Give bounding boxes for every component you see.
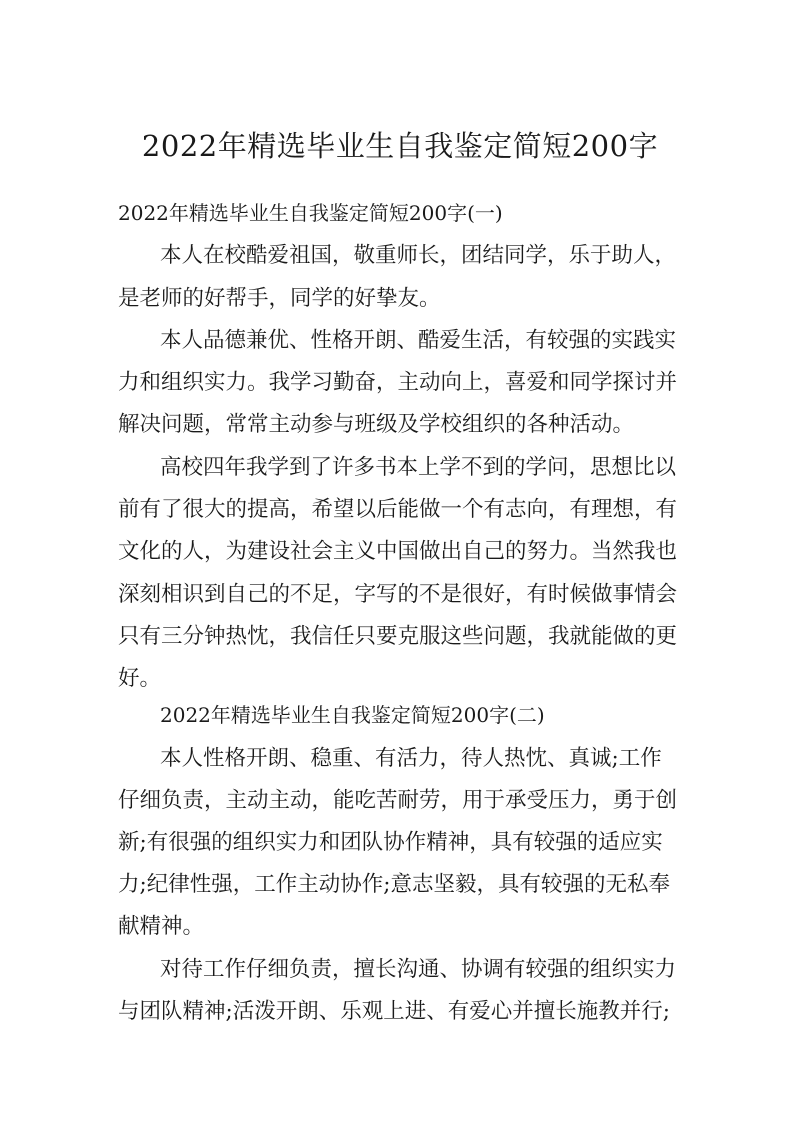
paragraph-line: 只有三分钟热忱，我信任只要克服这些问题，我就能做的更 [118,624,678,649]
section-heading-2: 2022年精选毕业生自我鉴定简短200字(二) [160,703,545,727]
paragraph-line: 前有了很大的提高，希望以后能做一个有志向，有理想，有 [118,497,678,522]
paragraph-line: 本人品德兼优、性格开朗、酷爱生活，有较强的实践实 [160,328,677,353]
paragraph-line: 本人在校酷爱祖国，敬重师长，团结同学，乐于助人， [160,243,677,268]
paragraph-line: 献精神。 [118,914,205,939]
paragraph-line: 对待工作仔细负责，擅长沟通、协调有较强的组织实力 [160,957,677,982]
paragraph-line: 力;纪律性强，工作主动协作;意志坚毅，具有较强的无私奉 [118,872,670,897]
paragraph-line: 深刻相识到自己的不足，字写的不是很好，有时候做事情会 [118,582,678,607]
paragraph-line: 新;有很强的组织实力和团队协作精神，具有较强的适应实 [118,830,663,855]
section-heading-1: 2022年精选毕业生自我鉴定简短200字(一) [118,201,503,225]
paragraph-line: 仔细负责，主动主动，能吃苦耐劳，用于承受压力，勇于创 [118,788,678,813]
paragraph-line: 好。 [118,666,162,691]
paragraph-line: 力和组织实力。我学习勤奋，主动向上，喜爱和同学探讨并 [118,370,678,395]
paragraph-line: 高校四年我学到了许多书本上学不到的学问，思想比以 [160,455,677,480]
paragraph-line: 解决问题，常常主动参与班级及学校组织的各种活动。 [118,412,635,437]
document-title: 2022年精选毕业生自我鉴定简短200字 [141,129,659,163]
paragraph-line: 是老师的好帮手，同学的好挚友。 [118,286,441,311]
paragraph-line: 文化的人，为建设社会主义中国做出自己的努力。当然我也 [118,539,678,564]
paragraph-line: 与团队精神;活泼开朗、乐观上进、有爱心并擅长施教并行; [118,999,670,1024]
paragraph-line: 本人性格开朗、稳重、有活力，待人热忱、真诚;工作 [160,746,662,771]
